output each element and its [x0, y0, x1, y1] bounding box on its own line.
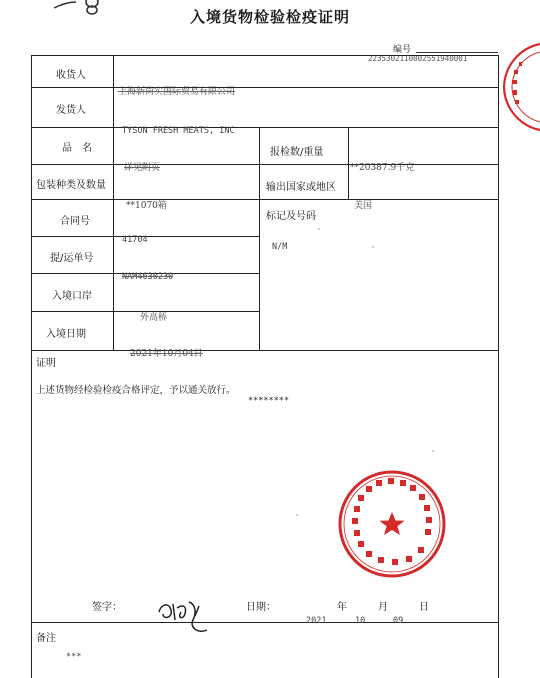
handwritten-signature: [155, 590, 215, 636]
row-divider: [31, 199, 498, 200]
column-divider: [348, 127, 349, 199]
handwritten-mark: [52, 0, 112, 16]
scan-speck: [432, 450, 434, 452]
entry-date-note: 外高桥: [140, 313, 168, 323]
marks-value: N/M: [272, 242, 288, 252]
consignee-value: 上海新尚实国际贸易有限公司: [118, 87, 236, 97]
contract-label: 合同号: [60, 216, 90, 227]
serial-number: 2235302110002551940001: [368, 54, 468, 63]
sign-month: 10: [355, 616, 366, 626]
entry-date-label: 入境日期: [46, 329, 86, 340]
packaging-note: 详见附页: [124, 163, 161, 173]
sign-label: 签字：: [92, 602, 122, 613]
product-label: 品 名: [62, 143, 92, 154]
consignor-label: 发货人: [56, 105, 86, 116]
remarks-label: 备注: [36, 633, 56, 644]
row-divider: [31, 350, 498, 351]
certificate-statement: 上述货物经检验检疫合格评定，予以通关放行。: [36, 385, 236, 396]
official-seal: [336, 468, 448, 580]
certificate-stars: ********: [248, 396, 289, 406]
bl-value: 41704: [122, 235, 148, 245]
declared-qty-label: 报检数/重量: [270, 147, 324, 158]
column-divider: [259, 127, 260, 350]
column-divider: [113, 55, 114, 350]
partial-stamp: [500, 42, 540, 132]
product-value: TYSON FRESH MEATS, INC: [122, 126, 235, 136]
marks-label: 标记及号码: [266, 211, 316, 222]
declared-qty-value: **20387.9千克: [350, 163, 415, 173]
row-divider: [31, 127, 498, 128]
consignee-label: 收货人: [56, 70, 86, 81]
scan-speck: [372, 246, 374, 248]
sign-day: 09: [393, 616, 404, 626]
row-divider: [31, 164, 498, 165]
contract-value: **1070箱: [126, 201, 167, 211]
month-label: 月: [378, 602, 388, 613]
row-divider: [31, 622, 498, 623]
remarks-value: ***: [66, 652, 82, 662]
scan-speck: [318, 228, 320, 230]
packaging-label: 包装种类及数量: [36, 180, 106, 191]
origin-label: 输出国家或地区: [266, 182, 336, 193]
entry-date-value: 2021年10月04日: [130, 349, 203, 359]
date-label: 日期：: [246, 602, 276, 613]
serial-underline: [416, 52, 498, 53]
row-divider: [31, 87, 498, 88]
scan-speck: [296, 514, 298, 516]
serial-label: 编号: [393, 45, 412, 55]
day-label: 日: [419, 602, 429, 613]
certificate-section-label: 证明: [36, 358, 56, 369]
sign-year: 2021: [306, 616, 327, 626]
origin-value: 美国: [354, 201, 373, 211]
bl-label: 提/运单号: [50, 253, 94, 264]
document-title: 入境货物检验检疫证明: [189, 8, 350, 26]
year-label: 年: [337, 602, 347, 613]
entry-port-label: 入境口岸: [52, 291, 92, 302]
form-frame: [31, 55, 499, 678]
entry-port-value: NAM4630230: [122, 272, 174, 282]
